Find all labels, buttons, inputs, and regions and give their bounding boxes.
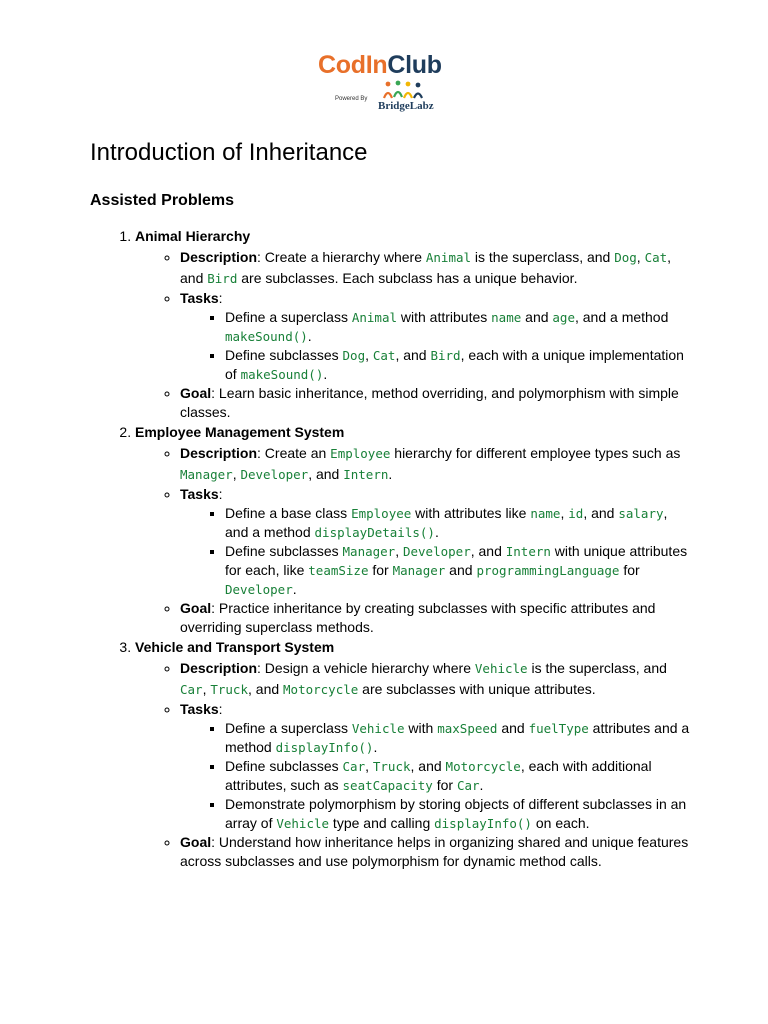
code-token: Truck xyxy=(372,759,411,774)
code-token: displayInfo() xyxy=(275,740,374,755)
text-run: : Practice inheritance by creating subclasses with specific attributes and overriding superclass methods. xyxy=(180,600,656,635)
text-run: . xyxy=(323,366,328,382)
field-label: Description xyxy=(180,249,258,265)
code-token: displayDetails() xyxy=(314,525,435,540)
problem-title: Animal Hierarchy xyxy=(135,228,251,244)
text-run: attributes and a method xyxy=(225,720,690,755)
text-run: , each with additional attributes, such as xyxy=(225,758,652,793)
task-item xyxy=(225,542,690,599)
text-run: with attributes like xyxy=(411,505,531,521)
code-token: programmingLanguage xyxy=(476,563,620,578)
task-list xyxy=(180,719,690,833)
code-token: makeSound() xyxy=(240,367,324,382)
problem-title: Employee Management System xyxy=(135,424,345,440)
text-run: are subclasses with unique attributes. xyxy=(358,681,596,697)
code-token: maxSpeed xyxy=(437,721,498,736)
code-token: Vehicle xyxy=(351,721,405,736)
code-token: seatCapacity xyxy=(342,778,433,793)
text-run: on each. xyxy=(531,815,590,831)
problem-details xyxy=(135,247,690,422)
code-token: Truck xyxy=(210,682,248,697)
field-label: Description xyxy=(180,445,258,461)
text-run: , and xyxy=(248,681,284,697)
page-title: Introduction of Inheritance xyxy=(90,139,368,166)
text-run: , xyxy=(202,681,211,697)
code-token: Animal xyxy=(351,310,397,325)
text-run: are subclasses. Each subclass has a unique behavior. xyxy=(237,270,578,286)
code-token: salary xyxy=(618,506,664,521)
text-run: , xyxy=(365,347,373,363)
text-run: type and calling xyxy=(329,815,435,831)
text-run: , each with a unique implementation of xyxy=(225,347,684,382)
powered-by-text: Powered By xyxy=(335,96,368,102)
text-run: . xyxy=(307,328,312,344)
text-run: Define a superclass xyxy=(225,309,352,325)
text-run: . xyxy=(388,466,393,482)
bridgelabz-name: BridgeLabz xyxy=(378,100,434,112)
task-item xyxy=(225,504,690,542)
text-run: , xyxy=(636,249,645,265)
text-run: , xyxy=(395,543,403,559)
code-token: age xyxy=(552,310,575,325)
text-run: , and xyxy=(180,249,672,286)
text-run: , and xyxy=(583,505,619,521)
code-token: name xyxy=(491,310,522,325)
text-run: Define a superclass xyxy=(225,720,352,736)
code-token: Car xyxy=(342,759,366,774)
description-item xyxy=(180,247,690,289)
text-run: with xyxy=(404,720,438,736)
code-token: Dog xyxy=(614,250,637,265)
code-token: displayInfo() xyxy=(434,816,532,831)
text-run: : Create an xyxy=(257,445,331,461)
code-token: Developer xyxy=(225,582,293,597)
tasks-colon: : xyxy=(218,701,223,717)
code-token: Bird xyxy=(430,348,461,363)
text-run: and xyxy=(445,562,477,578)
field-label: Tasks xyxy=(180,290,219,306)
logo-word-part-a: CodIn xyxy=(318,51,388,79)
text-run: : Create a hierarchy where xyxy=(257,249,426,265)
task-item xyxy=(225,308,690,346)
problem-title: Vehicle and Transport System xyxy=(135,639,335,655)
text-run: , xyxy=(232,466,241,482)
code-token: Dog xyxy=(342,348,366,363)
text-run: for xyxy=(619,562,640,578)
tasks-colon: : xyxy=(218,486,223,502)
code-token: Manager xyxy=(392,563,446,578)
description-item xyxy=(180,658,690,700)
task-list xyxy=(180,308,690,384)
code-token: makeSound() xyxy=(225,329,308,344)
text-run: , and xyxy=(470,543,506,559)
field-label: Tasks xyxy=(180,486,219,502)
field-label: Goal xyxy=(180,600,212,616)
code-token: Employee xyxy=(351,506,412,521)
text-run: Define subclasses xyxy=(225,347,343,363)
problem-list xyxy=(90,226,690,871)
code-token: Car xyxy=(180,682,203,697)
text-run: for xyxy=(432,777,457,793)
text-run: . xyxy=(434,524,439,540)
code-token: Developer xyxy=(402,544,471,559)
text-run: , and xyxy=(308,466,344,482)
description-item xyxy=(180,443,690,485)
goal-item xyxy=(180,384,690,422)
text-run: , xyxy=(560,505,569,521)
text-run: . xyxy=(373,739,378,755)
code-token: Animal xyxy=(425,250,472,265)
code-token: fuelType xyxy=(528,721,589,736)
text-run: for xyxy=(368,562,393,578)
code-token: Cat xyxy=(372,348,396,363)
text-run: , and a method xyxy=(225,505,668,540)
code-token: id xyxy=(568,506,584,521)
text-run: . xyxy=(479,777,484,793)
tasks-item xyxy=(180,485,690,599)
logo-wordmark xyxy=(318,50,442,80)
code-token: Developer xyxy=(240,467,309,482)
code-token: Intern xyxy=(343,467,389,482)
field-label: Goal xyxy=(180,834,212,850)
code-token: Manager xyxy=(180,467,233,482)
task-item xyxy=(225,757,690,795)
text-run: , xyxy=(365,758,373,774)
section-title: Assisted Problems xyxy=(90,192,235,209)
text-run: : Design a vehicle hierarchy where xyxy=(257,660,475,676)
field-label: Description xyxy=(180,660,258,676)
text-run: and xyxy=(521,309,553,325)
code-token: Cat xyxy=(644,250,668,265)
field-label: Goal xyxy=(180,385,212,401)
text-run: Demonstrate polymorphism by storing objects of different subclasses in an array of xyxy=(225,796,687,831)
code-token: Vehicle xyxy=(474,661,528,676)
text-run: , and xyxy=(410,758,446,774)
text-run: : Understand how inheritance helps in organizing shared and unique features across subclasses and use polymorphism for dynamic method calls. xyxy=(180,834,689,869)
problem-details xyxy=(135,658,690,871)
text-run: and xyxy=(497,720,529,736)
code-token: Employee xyxy=(330,446,391,461)
goal-item xyxy=(180,599,690,637)
bridgelabz-figures-icon xyxy=(382,80,424,100)
task-item xyxy=(225,719,690,757)
code-token: teamSize xyxy=(308,563,369,578)
problem-list-container xyxy=(90,226,690,871)
text-run: is the superclass, and xyxy=(527,660,667,676)
field-label: Tasks xyxy=(180,701,219,717)
code-token: Vehicle xyxy=(276,816,330,831)
task-item xyxy=(225,795,690,833)
code-token: Motorcycle xyxy=(445,759,521,774)
text-run: , and xyxy=(395,347,431,363)
text-run: Define subclasses xyxy=(225,543,343,559)
text-run: Define a base class xyxy=(225,505,352,521)
code-token: Intern xyxy=(505,544,551,559)
code-token: name xyxy=(530,506,561,521)
text-run: with unique attributes for each, like xyxy=(225,543,688,578)
text-run: , and a method xyxy=(574,309,669,325)
code-token: Manager xyxy=(342,544,396,559)
tasks-item xyxy=(180,289,690,384)
text-run: with attributes xyxy=(397,309,492,325)
code-token: Bird xyxy=(207,271,238,286)
task-list xyxy=(180,504,690,599)
problem-item xyxy=(135,422,690,637)
text-run: hierarchy for different employee types such as xyxy=(390,445,681,461)
code-token: Car xyxy=(456,778,480,793)
problem-item xyxy=(135,637,690,871)
tasks-colon: : xyxy=(218,290,223,306)
text-run: Define subclasses xyxy=(225,758,343,774)
task-item xyxy=(225,346,690,384)
text-run: . xyxy=(292,581,297,597)
problem-item xyxy=(135,226,690,422)
problem-details xyxy=(135,443,690,637)
logo-word-part-b: Club xyxy=(387,51,442,79)
goal-item xyxy=(180,833,690,871)
text-run: : Learn basic inheritance, method overriding, and polymorphism with simple classes. xyxy=(180,385,679,420)
text-run: is the superclass, and xyxy=(471,249,615,265)
code-token: Motorcycle xyxy=(283,682,359,697)
tasks-item xyxy=(180,700,690,833)
